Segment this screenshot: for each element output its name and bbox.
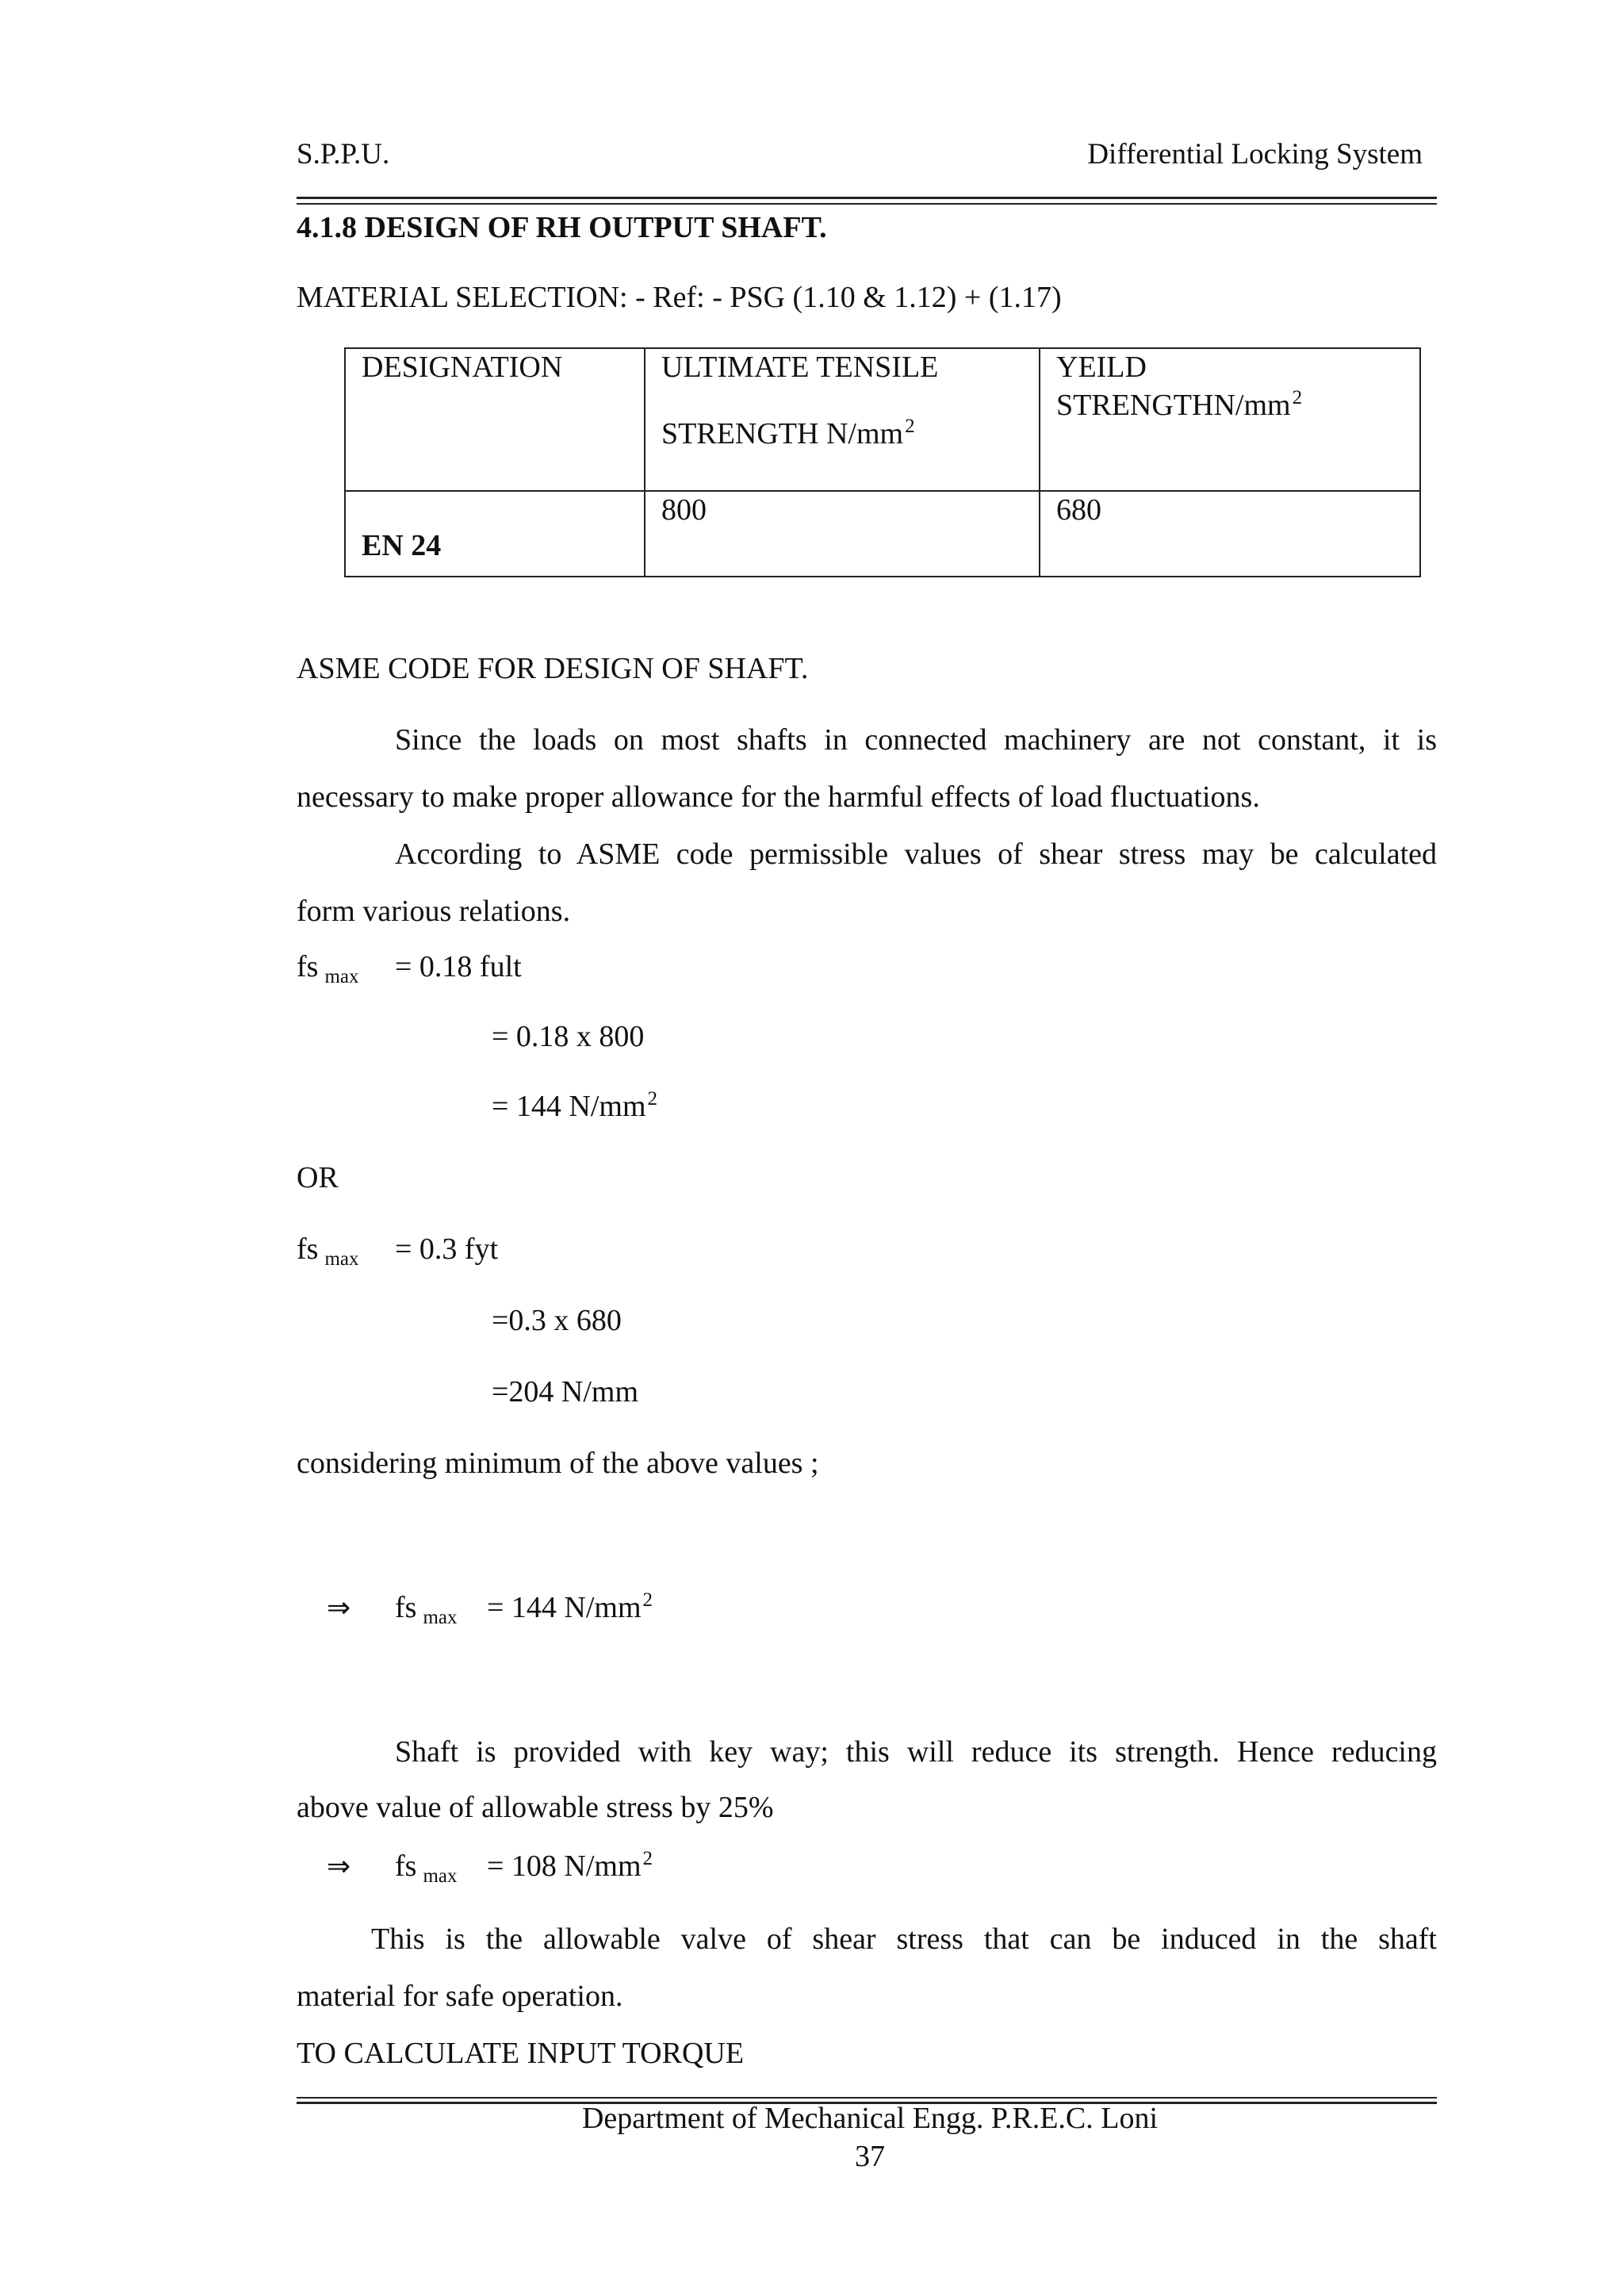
para2-line1: According to ASME code permissible values of shear stress may be calculated xyxy=(395,838,1437,871)
para4-line2: material for safe operation. xyxy=(297,1980,623,2013)
para1-line1: Since the loads on most shafts in connected machinery are not constant, it is xyxy=(395,723,1437,757)
footer-rule-inner xyxy=(297,2097,1437,2099)
header-rule-inner xyxy=(297,203,1437,205)
result1-rhs: = 144 $N/mm^2$ xyxy=(487,1589,653,1624)
result2-rhs: = 108 $N/mm^2$ xyxy=(487,1848,653,1883)
torque-heading: TO CALCULATE INPUT TORQUE xyxy=(297,2037,745,2070)
eq2-lhs: fs $_{max}$ xyxy=(297,1232,359,1270)
implies-arrow-icon: ⇒ xyxy=(327,1850,351,1883)
page-number: 37 xyxy=(855,2140,885,2173)
table-row xyxy=(345,491,1420,577)
asme-heading: ASME CODE FOR DESIGN OF SHAFT. xyxy=(297,652,809,685)
material-selection: MATERIAL SELECTION: - Ref: - PSG (1.10 & 1.12) + (1.17) xyxy=(297,281,1062,314)
material-table xyxy=(344,347,1421,577)
table-header-row xyxy=(345,348,1420,491)
header-uts: ULTIMATE TENSILE STRENGTH $N/mm^2$ xyxy=(645,348,1040,491)
header-right: Differential Locking System xyxy=(1087,138,1423,171)
eq2-a: = 0.3 fyt xyxy=(395,1232,499,1266)
eq1-b: = 0.18 x 800 xyxy=(492,1020,645,1053)
para1-line2: necessary to make proper allowance for the harmful effects of load fluctuations. xyxy=(297,780,1260,814)
eq1-a: = 0.18 fult xyxy=(395,950,522,983)
para3-line1: Shaft is provided with key way; this will reduce its strength. Hence reducing xyxy=(395,1735,1437,1769)
header-yield: YEILD STRENGTHN/$mm^2$ xyxy=(1040,348,1420,491)
header-rule xyxy=(297,197,1437,199)
considering-text: considering minimum of the above values ; xyxy=(297,1447,819,1480)
or-text: OR xyxy=(297,1161,339,1194)
eq2-b: =0.3 x 680 xyxy=(492,1304,622,1337)
footer-department: Department of Mechanical Engg. P.R.E.C. Loni xyxy=(581,2102,1159,2135)
cell-uts: 800 xyxy=(645,491,1040,577)
header-designation: DESIGNATION xyxy=(345,348,645,491)
result1-lhs: fs $_{max}$ xyxy=(395,1591,458,1628)
para2-line2: form various relations. xyxy=(297,895,571,928)
para4-line1: This is the allowable valve of shear stress that can be induced in the shaft xyxy=(371,1922,1437,1956)
result2-lhs: fs $_{max}$ xyxy=(395,1849,458,1887)
section-title: 4.1.8 DESIGN OF RH OUTPUT SHAFT. xyxy=(297,211,827,244)
implies-arrow-icon: ⇒ xyxy=(327,1592,351,1624)
cell-yield: 680 xyxy=(1040,491,1420,577)
header-left: S.P.P.U. xyxy=(297,138,390,171)
eq1-lhs: fs $_{max}$ xyxy=(297,950,359,987)
para3-line2: above value of allowable stress by 25% xyxy=(297,1791,774,1824)
eq1-c: = 144 $N/mm^2$ xyxy=(492,1088,658,1123)
cell-designation: EN 24 xyxy=(345,491,645,577)
eq2-c: =204 N/mm xyxy=(492,1375,639,1409)
